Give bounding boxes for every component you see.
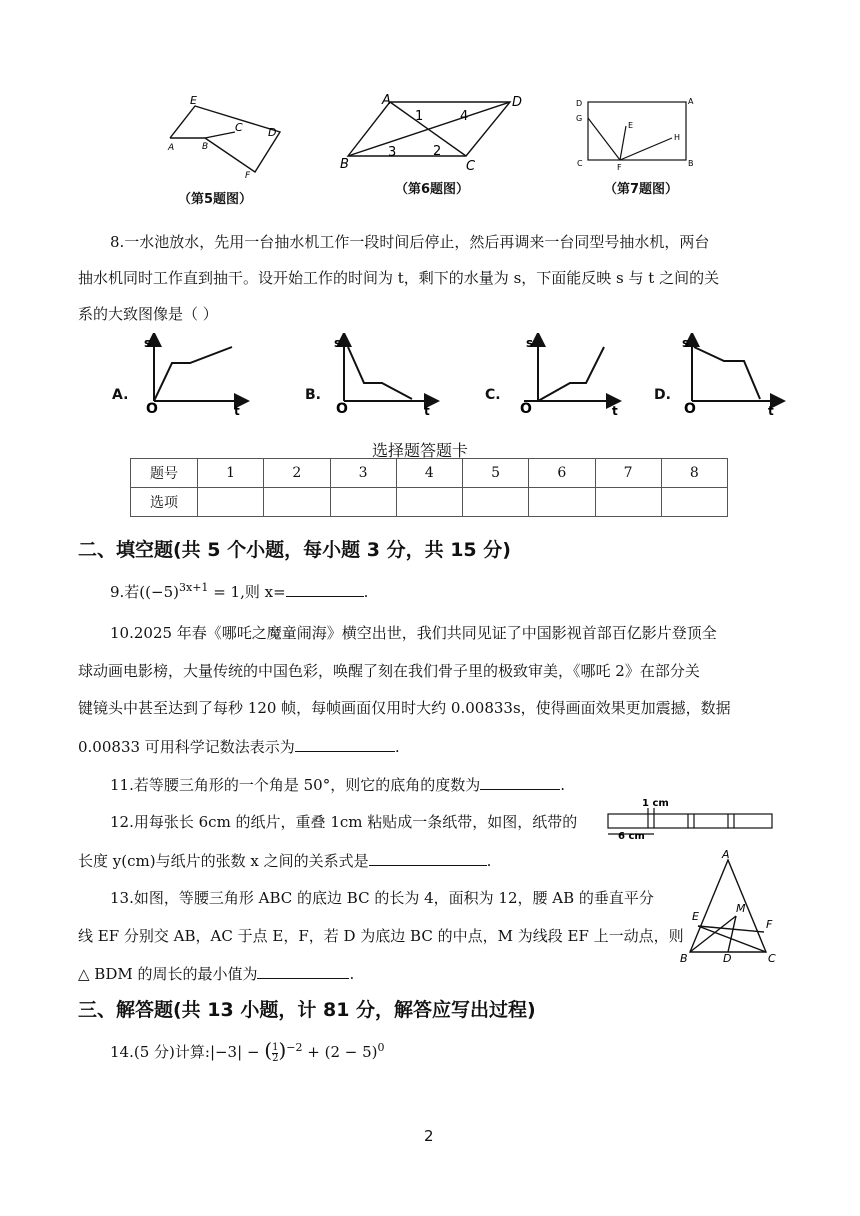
q13-triangle-figure: [676, 848, 788, 964]
svg-text:D: D: [723, 952, 732, 964]
figure-6-caption: （第6题图）: [395, 182, 470, 197]
svg-text:O: O: [336, 401, 348, 417]
q8-line2: 抽水机同时工作直到抽干。设开始工作的时间为 t，剩下的水量为 s，下面能反映 s 与 t 之间的关: [78, 269, 720, 287]
q13-answer-blank[interactable]: [257, 963, 349, 979]
answer-cell[interactable]: [264, 488, 330, 517]
svg-text:s: s: [526, 336, 534, 350]
figure-5-caption: （第5题图）: [178, 192, 253, 207]
option-d-graph: [680, 333, 790, 418]
label-E: E: [628, 121, 634, 130]
number-cell: 4: [396, 459, 462, 488]
option-d-label: D.: [654, 387, 671, 403]
label-A: A: [168, 143, 175, 153]
label-angle2: 2: [433, 144, 442, 159]
label-B: B: [340, 157, 349, 172]
label-C: C: [466, 159, 476, 172]
answer-cell[interactable]: [198, 488, 264, 517]
svg-text:s: s: [144, 336, 152, 350]
label-angle3: 3: [388, 145, 397, 160]
section2-heading: 二、填空题(共 5 个小题，每小题 3 分，共 15 分): [78, 539, 511, 561]
svg-text:F: F: [766, 918, 773, 931]
number-cell: 1: [198, 459, 264, 488]
answer-card-choice-row: [131, 488, 728, 517]
q10-line1: 10.2025 年春《哪吒之魔童闹海》横空出世，我们共同见证了中国影视首部百亿影片登顶全: [110, 624, 717, 642]
label-G: G: [576, 114, 583, 123]
svg-text:M: M: [736, 902, 746, 915]
q12-paper-strip-figure: [604, 794, 776, 840]
answer-cell[interactable]: [529, 488, 595, 517]
q12-line2: 长度 y(cm)与纸片的张数 x 之间的关系式是 .: [78, 852, 492, 870]
section3-heading: 三、解答题(共 13 小题，计 81 分，解答应写出过程): [78, 999, 536, 1021]
number-cell: 7: [595, 459, 661, 488]
answer-cell[interactable]: [661, 488, 727, 517]
figure-6: [338, 92, 528, 172]
option-b-graph: [332, 333, 442, 418]
number-cell: 5: [463, 459, 529, 488]
answer-cell[interactable]: [595, 488, 661, 517]
answer-card-number-row: [131, 459, 728, 488]
svg-text:t: t: [424, 404, 430, 418]
number-cell: 3: [330, 459, 396, 488]
label-H: H: [674, 133, 681, 142]
svg-text:C: C: [768, 952, 776, 964]
svg-text:6 cm: 6 cm: [618, 831, 645, 840]
label-B: B: [202, 142, 209, 152]
label-C: C: [235, 121, 243, 134]
svg-text:t: t: [768, 404, 774, 418]
svg-text:E: E: [692, 910, 699, 923]
q10-answer-blank[interactable]: [295, 736, 395, 752]
q13-line1: 13.如图，等腰三角形 ABC 的底边 BC 的长为 4，面积为 12，腰 AB 的垂直平分: [110, 889, 654, 907]
label-F: F: [245, 171, 251, 181]
answer-card-table: [130, 458, 728, 517]
option-a-label: A.: [112, 387, 129, 403]
q10-line3: 键镜头中甚至达到了每秒 120 帧，每帧画面仅用时大约 0.00833s，使得画面效果更加震撼，数据: [78, 699, 731, 717]
answer-card-title: 选择题答题卡: [372, 441, 469, 460]
svg-text:t: t: [234, 404, 240, 418]
label-A: A: [382, 93, 391, 108]
option-a-graph: [142, 333, 252, 418]
answer-cell[interactable]: [396, 488, 462, 517]
q10-line2: 球动画电影榜，大量传统的中国色彩，唤醒了刻在我们骨子里的极致审美，《哪吒 2》在部分关: [78, 662, 700, 680]
svg-text:B: B: [680, 952, 688, 964]
svg-text:O: O: [520, 401, 532, 417]
q12-answer-blank[interactable]: [369, 850, 487, 866]
figure-7-caption: （第7题图）: [604, 182, 679, 197]
svg-text:s: s: [682, 336, 690, 350]
number-cell: 6: [529, 459, 595, 488]
label-E: E: [190, 94, 197, 107]
q9: 9.若($(-5)^{3x+1} = 1$,则 x= .: [110, 581, 369, 601]
svg-text:O: O: [684, 401, 696, 417]
svg-text:A: A: [722, 848, 730, 861]
q14: 14.(5 分)计算:|−3| − ( $\frac{1}{2}$ )$^{-2} + (2 - 5)^0$: [110, 1038, 385, 1064]
header-choice: 选项: [131, 488, 198, 517]
answer-cell[interactable]: [330, 488, 396, 517]
label-B: B: [688, 159, 694, 168]
label-D: D: [512, 95, 523, 110]
option-b-label: B.: [305, 387, 321, 403]
figure-7: [574, 92, 704, 172]
header-question-number: 题号: [131, 459, 198, 488]
page-number: 2: [424, 1127, 434, 1145]
option-c-label: C.: [485, 387, 501, 403]
figure-5: [160, 92, 290, 182]
answer-cell[interactable]: [463, 488, 529, 517]
q13-line2: 线 EF 分别交 AB，AC 于点 E，F，若 D 为底边 BC 的中点，M 为线段 EF 上一动点，则: [78, 927, 684, 945]
label-A: A: [688, 97, 694, 106]
label-F: F: [617, 163, 622, 172]
q8-line3: 系的大致图像是（ ）: [78, 305, 218, 323]
label-angle4: 4: [460, 109, 469, 124]
q12-line1: 12.用每张长 6cm 的纸片，重叠 1cm 粘贴成一条纸带，如图，纸带的: [110, 813, 578, 831]
option-c-graph: [514, 333, 624, 418]
svg-text:O: O: [146, 401, 158, 417]
label-D: D: [268, 126, 277, 139]
q9-answer-blank[interactable]: [286, 581, 364, 597]
q13-line3: △ BDM 的周长的最小值为 .: [78, 965, 355, 983]
number-cell: 8: [661, 459, 727, 488]
q11-answer-blank[interactable]: [480, 774, 560, 790]
label-C: C: [577, 159, 583, 168]
svg-text:t: t: [612, 404, 618, 418]
q11: 11.若等腰三角形的一个角是 50°，则它的底角的度数为 .: [110, 776, 565, 794]
q10-line4: 0.00833 可用科学记数法表示为 .: [78, 738, 400, 756]
svg-text:s: s: [334, 336, 342, 350]
svg-text:1 cm: 1 cm: [642, 798, 669, 809]
number-cell: 2: [264, 459, 330, 488]
label-angle1: 1: [415, 109, 424, 124]
label-D: D: [576, 99, 583, 108]
q8-line1: 8.一水池放水，先用一台抽水机工作一段时间后停止，然后再调来一台同型号抽水机，两台: [110, 233, 710, 251]
